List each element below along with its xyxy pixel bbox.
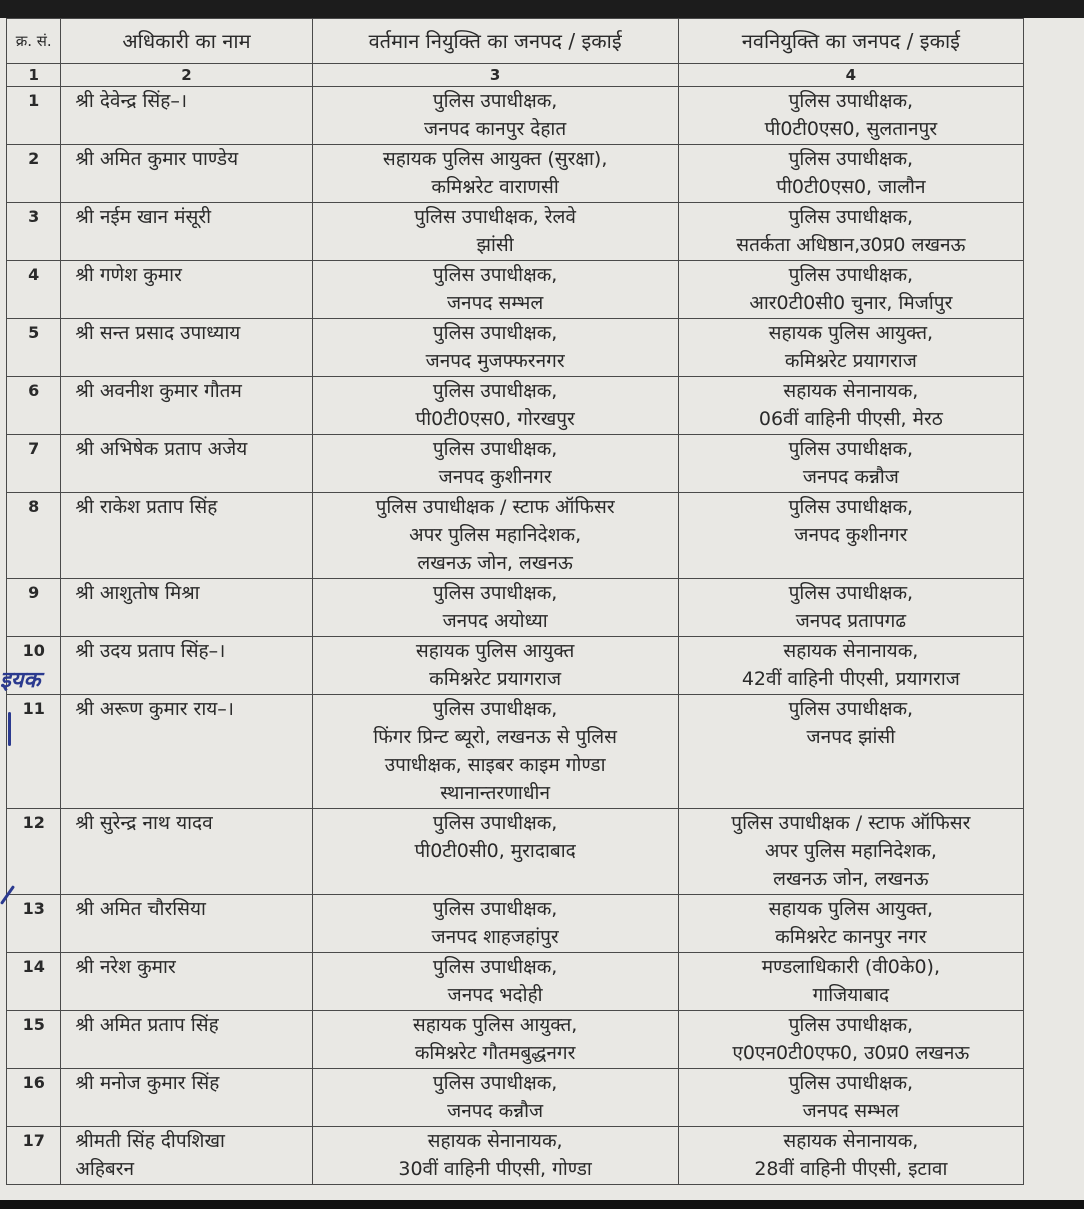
officer-name — [61, 637, 312, 695]
new-posting-line: पुलिस उपाधीक्षक, — [788, 1072, 914, 1094]
current-posting-line: पुलिस उपाधीक्षक, — [432, 956, 558, 978]
serial-number: 15 — [7, 1011, 61, 1069]
column-number-row — [7, 64, 1024, 87]
current-posting — [312, 953, 678, 1011]
table-row — [7, 87, 1024, 145]
table-row — [7, 1069, 1024, 1127]
current-posting-line: उपाधीक्षक, साइबर काइम गोण्डा — [384, 754, 606, 776]
officer-name — [61, 145, 312, 203]
new-posting-line: पुलिस उपाधीक्षक, — [788, 698, 914, 720]
table-row — [7, 895, 1024, 953]
current-posting-line: पुलिस उपाधीक्षक, — [432, 264, 558, 286]
new-posting — [678, 895, 1023, 953]
new-posting — [678, 145, 1023, 203]
current-posting — [312, 1069, 678, 1127]
column-number: 3 — [312, 64, 678, 87]
current-posting — [312, 435, 678, 493]
new-posting-line: पुलिस उपाधीक्षक, — [788, 264, 914, 286]
current-posting-line: पुलिस उपाधीक्षक, — [432, 698, 558, 720]
table-row — [7, 1011, 1024, 1069]
handwritten-margin-note: इयक — [0, 667, 41, 693]
officer-name — [61, 203, 312, 261]
current-posting — [312, 1127, 678, 1185]
new-posting — [678, 637, 1023, 695]
current-posting-line: लखनऊ जोन, लखनऊ — [417, 552, 573, 574]
current-posting — [312, 895, 678, 953]
current-posting-line: जनपद सम्भल — [446, 292, 544, 314]
officer-name — [61, 1069, 312, 1127]
current-posting-line: सहायक पुलिस आयुक्त (सुरक्षा), — [382, 148, 608, 170]
current-posting — [312, 377, 678, 435]
current-posting-line: जनपद कन्नौज — [447, 1100, 544, 1122]
new-posting — [678, 809, 1023, 895]
new-posting-line: पी0टी0एस0, सुलतानपुर — [764, 118, 938, 140]
current-posting-line: सहायक सेनानायक, — [427, 1130, 563, 1152]
current-posting-line: जनपद कानपुर देहात — [424, 118, 567, 140]
officer-name-line: श्री नईम खान मंसूरी — [75, 206, 212, 228]
serial-number: 17 — [7, 1127, 61, 1185]
serial-number: 2 — [7, 145, 61, 203]
new-posting — [678, 377, 1023, 435]
current-posting-line: 30वीं वाहिनी पीएसी, गोण्डा — [398, 1158, 592, 1180]
new-posting-line: जनपद कन्नौज — [802, 466, 899, 488]
table-row — [7, 953, 1024, 1011]
header-new-posting: नवनियुक्ति का जनपद / इकाई — [678, 19, 1023, 64]
new-posting-line: गाजियाबाद — [812, 984, 890, 1006]
current-posting-line: सहायक पुलिस आयुक्त — [415, 640, 575, 662]
header-row — [7, 19, 1024, 64]
column-number: 1 — [7, 64, 61, 87]
current-posting-line: जनपद शाहजहांपुर — [431, 926, 559, 948]
table-row — [7, 435, 1024, 493]
new-posting — [678, 493, 1023, 579]
officer-name-line: श्री देवेन्द्र सिंह–। — [75, 90, 188, 112]
new-posting — [678, 1127, 1023, 1185]
current-posting-line: पुलिस उपाधीक्षक, रेलवे — [414, 206, 576, 228]
current-posting — [312, 261, 678, 319]
serial-number: 12 — [7, 809, 61, 895]
new-posting-line: पुलिस उपाधीक्षक, — [788, 582, 914, 604]
current-posting-line: पी0टी0सी0, मुरादाबाद — [414, 840, 576, 862]
pen-mark — [8, 712, 11, 746]
new-posting-line: जनपद प्रतापगढ — [795, 610, 907, 632]
current-posting-line: स्थानान्तरणाधीन — [440, 782, 551, 804]
table-row — [7, 637, 1024, 695]
officer-name — [61, 1127, 312, 1185]
current-posting — [312, 579, 678, 637]
new-posting — [678, 953, 1023, 1011]
new-posting-line: अपर पुलिस महानिदेशक, — [764, 840, 937, 862]
serial-number: 16 — [7, 1069, 61, 1127]
header-current-posting: वर्तमान नियुक्ति का जनपद / इकाई — [312, 19, 678, 64]
officer-name-line: श्री अरूण कुमार राय–। — [75, 698, 234, 720]
current-posting-line: पुलिस उपाधीक्षक / स्टाफ ऑफिसर — [375, 496, 615, 518]
officer-name-line: श्री आशुतोष मिश्रा — [75, 582, 200, 604]
current-posting-line: पी0टी0एस0, गोरखपुर — [415, 408, 575, 430]
new-posting-line: पी0टी0एस0, जालौन — [776, 176, 926, 198]
new-posting-line: लखनऊ जोन, लखनऊ — [773, 868, 929, 890]
new-posting — [678, 87, 1023, 145]
serial-number: 11 — [7, 695, 61, 809]
officer-name — [61, 695, 312, 809]
new-posting-line: जनपद कुशीनगर — [794, 524, 908, 546]
new-posting-line: पुलिस उपाधीक्षक, — [788, 206, 914, 228]
serial-number: 14 — [7, 953, 61, 1011]
new-posting-line: जनपद सम्भल — [802, 1100, 900, 1122]
officer-name-line: श्री सन्त प्रसाद उपाध्याय — [75, 322, 241, 344]
new-posting-line: पुलिस उपाधीक्षक / स्टाफ ऑफिसर — [731, 812, 971, 834]
officer-name — [61, 261, 312, 319]
serial-number: 4 — [7, 261, 61, 319]
new-posting — [678, 435, 1023, 493]
column-number: 2 — [61, 64, 312, 87]
new-posting-line: सहायक सेनानायक, — [783, 1130, 919, 1152]
table-row — [7, 1127, 1024, 1185]
serial-number: 1 — [7, 87, 61, 145]
officer-name — [61, 377, 312, 435]
current-posting-line: फिंगर प्रिन्ट ब्यूरो, लखनऊ से पुलिस — [373, 726, 618, 748]
officer-name-line: श्री अमित प्रताप सिंह — [75, 1014, 219, 1036]
current-posting-line: पुलिस उपाधीक्षक, — [432, 582, 558, 604]
column-number: 4 — [678, 64, 1023, 87]
new-posting — [678, 579, 1023, 637]
officer-name-line: श्री उदय प्रताप सिंह–। — [75, 640, 226, 662]
current-posting-line: झांसी — [476, 234, 514, 256]
current-posting-line: कमिश्नरेट वाराणसी — [431, 176, 559, 198]
new-posting-line: पुलिस उपाधीक्षक, — [788, 148, 914, 170]
new-posting-line: 28वीं वाहिनी पीएसी, इटावा — [754, 1158, 948, 1180]
current-posting-line: पुलिस उपाधीक्षक, — [432, 898, 558, 920]
new-posting-line: जनपद झांसी — [806, 726, 896, 748]
officer-name-line: अहिबरन — [75, 1158, 135, 1180]
current-posting — [312, 203, 678, 261]
officer-name-line: श्री गणेश कुमार — [75, 264, 182, 286]
new-posting — [678, 695, 1023, 809]
officer-name-line: श्री सुरेन्द्र नाथ यादव — [75, 812, 213, 834]
serial-number: 8 — [7, 493, 61, 579]
top-border — [0, 0, 1084, 18]
officer-name — [61, 319, 312, 377]
officer-name-line: श्री नरेश कुमार — [75, 956, 176, 978]
current-posting-line: जनपद कुशीनगर — [438, 466, 552, 488]
transfer-table — [6, 18, 1024, 1185]
new-posting-line: सहायक सेनानायक, — [783, 640, 919, 662]
new-posting-line: आर0टी0सी0 चुनार, मिर्जापुर — [749, 292, 953, 314]
officer-name-line: श्री अभिषेक प्रताप अजेय — [75, 438, 248, 460]
current-posting — [312, 87, 678, 145]
new-posting-line: सहायक सेनानायक, — [783, 380, 919, 402]
officer-name-line: श्रीमती सिंह दीपशिखा — [75, 1130, 225, 1152]
serial-number: 3 — [7, 203, 61, 261]
current-posting-line: पुलिस उपाधीक्षक, — [432, 90, 558, 112]
current-posting — [312, 809, 678, 895]
officer-name — [61, 87, 312, 145]
table-row — [7, 579, 1024, 637]
officer-name — [61, 435, 312, 493]
current-posting — [312, 637, 678, 695]
new-posting-line: सहायक पुलिस आयुक्त, — [768, 322, 934, 344]
serial-number: 7 — [7, 435, 61, 493]
officer-name — [61, 1011, 312, 1069]
officer-name — [61, 895, 312, 953]
current-posting-line: पुलिस उपाधीक्षक, — [432, 438, 558, 460]
new-posting-line: कमिश्नरेट प्रयागराज — [784, 350, 917, 372]
current-posting-line: सहायक पुलिस आयुक्त, — [412, 1014, 578, 1036]
current-posting — [312, 145, 678, 203]
table-row — [7, 695, 1024, 809]
current-posting-line: अपर पुलिस महानिदेशक, — [409, 524, 582, 546]
current-posting-line: जनपद अयोध्या — [442, 610, 548, 632]
serial-number: 5 — [7, 319, 61, 377]
new-posting-line: 42वीं वाहिनी पीएसी, प्रयागराज — [741, 668, 960, 690]
current-posting-line: कमिश्नरेट गौतमबुद्धनगर — [414, 1042, 576, 1064]
new-posting-line: पुलिस उपाधीक्षक, — [788, 438, 914, 460]
serial-number: 10 — [7, 637, 61, 695]
header-serial: क्र. सं. — [7, 19, 61, 64]
serial-number: 13 — [7, 895, 61, 953]
officer-name-line: श्री अमित कुमार पाण्डेय — [75, 148, 239, 170]
officer-name — [61, 809, 312, 895]
new-posting — [678, 319, 1023, 377]
current-posting — [312, 493, 678, 579]
officer-name-line: श्री अमित चौरसिया — [75, 898, 206, 920]
current-posting-line: जनपद भदोही — [447, 984, 543, 1006]
current-posting-line: पुलिस उपाधीक्षक, — [432, 380, 558, 402]
new-posting-line: पुलिस उपाधीक्षक, — [788, 1014, 914, 1036]
table-row — [7, 809, 1024, 895]
serial-number: 6 — [7, 377, 61, 435]
new-posting — [678, 203, 1023, 261]
new-posting-line: सतर्कता अधिष्ठान,उ0प्र0 लखनऊ — [736, 234, 966, 256]
new-posting-line: पुलिस उपाधीक्षक, — [788, 496, 914, 518]
table-row — [7, 319, 1024, 377]
new-posting-line: मण्डलाधिकारी (वी0के0), — [761, 956, 941, 978]
table-row — [7, 377, 1024, 435]
officer-name-line: श्री राकेश प्रताप सिंह — [75, 496, 218, 518]
current-posting — [312, 695, 678, 809]
new-posting-line: सहायक पुलिस आयुक्त, — [768, 898, 934, 920]
current-posting-line: कमिश्नरेट प्रयागराज — [429, 668, 562, 690]
officer-name — [61, 953, 312, 1011]
current-posting-line: पुलिस उपाधीक्षक, — [432, 1072, 558, 1094]
officer-name — [61, 493, 312, 579]
table-row — [7, 493, 1024, 579]
new-posting-line: 06वीं वाहिनी पीएसी, मेरठ — [758, 408, 943, 430]
new-posting — [678, 1011, 1023, 1069]
officer-name-line: श्री अवनीश कुमार गौतम — [75, 380, 242, 402]
officer-name — [61, 579, 312, 637]
table-row — [7, 145, 1024, 203]
new-posting — [678, 261, 1023, 319]
new-posting-line: ए0एन0टी0एफ0, उ0प्र0 लखनऊ — [732, 1042, 970, 1064]
new-posting — [678, 1069, 1023, 1127]
new-posting-line: पुलिस उपाधीक्षक, — [788, 90, 914, 112]
current-posting-line: जनपद मुजफ्फरनगर — [425, 350, 565, 372]
officer-name-line: श्री मनोज कुमार सिंह — [75, 1072, 220, 1094]
current-posting-line: पुलिस उपाधीक्षक, — [432, 812, 558, 834]
table-row — [7, 261, 1024, 319]
serial-number: 9 — [7, 579, 61, 637]
bottom-border — [0, 1200, 1084, 1209]
table-row — [7, 203, 1024, 261]
header-officer-name: अधिकारी का नाम — [61, 19, 312, 64]
current-posting-line: पुलिस उपाधीक्षक, — [432, 322, 558, 344]
current-posting — [312, 1011, 678, 1069]
current-posting — [312, 319, 678, 377]
new-posting-line: कमिश्नरेट कानपुर नगर — [775, 926, 927, 948]
